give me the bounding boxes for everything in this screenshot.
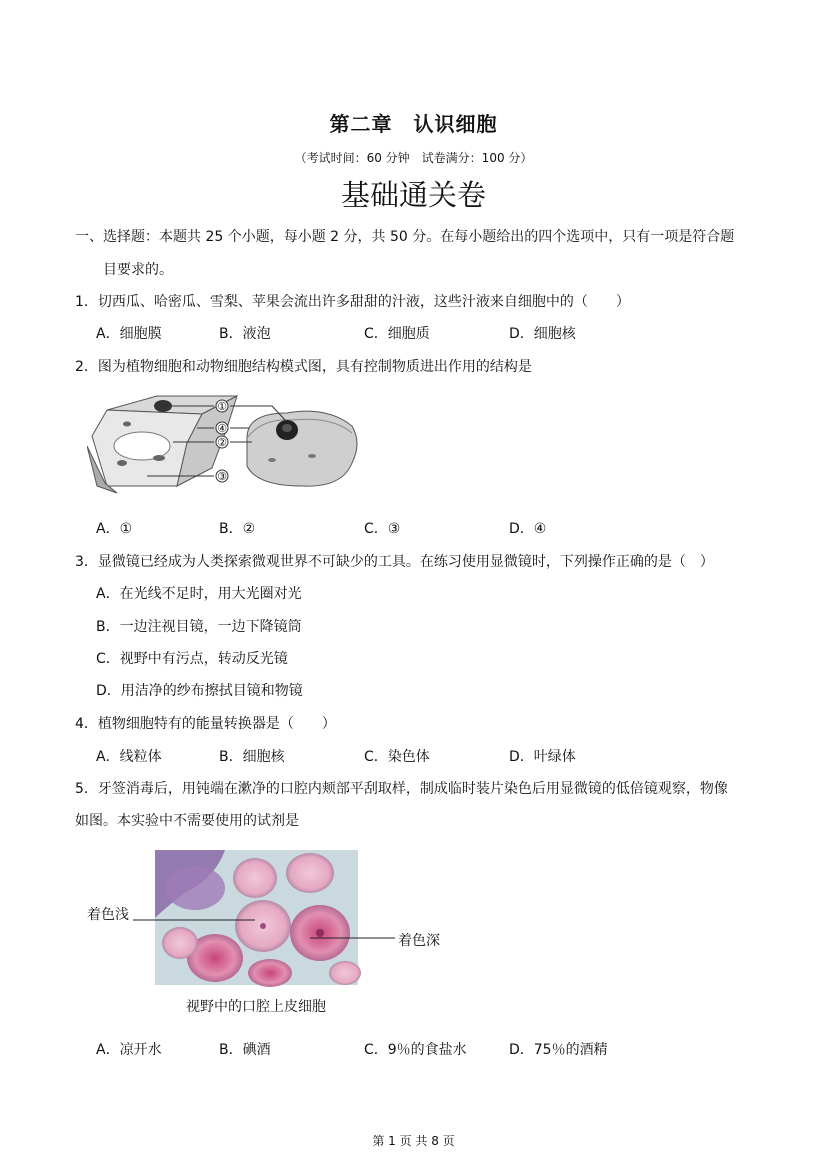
q2-option-c[interactable]: C．③ [364, 521, 401, 537]
label-4: ④ [217, 422, 227, 435]
section-heading-cont: 目要求的。 [103, 262, 173, 278]
q1-option-c[interactable]: C．细胞质 [364, 326, 430, 342]
q1-option-b[interactable]: B．液泡 [219, 326, 271, 342]
q4-option-a[interactable]: A．线粒体 [96, 749, 162, 765]
page-footer: 第 1 页 共 8 页 [372, 1134, 455, 1148]
q4-option-c[interactable]: C．染色体 [364, 749, 430, 765]
q3-option-d[interactable]: D．用洁净的纱布擦拭目镜和物镜 [96, 683, 303, 699]
label-light-stained: 着色浅 [87, 907, 129, 923]
figure-caption: 视野中的口腔上皮细胞 [186, 999, 326, 1015]
q2-option-d[interactable]: D．④ [509, 521, 547, 537]
label-3: ③ [217, 470, 227, 483]
q4-option-b[interactable]: B．细胞核 [219, 749, 285, 765]
exam-info: （考试时间：60 分钟 试卷满分：100 分） [294, 151, 533, 165]
q2-option-a[interactable]: A．① [96, 521, 133, 537]
chapter-title: 第二章 认识细胞 [329, 112, 498, 136]
question-4-stem: 4．植物细胞特有的能量转换器是（ ） [75, 716, 336, 732]
label-2: ② [217, 436, 227, 449]
question-2-stem: 2．图为植物细胞和动物细胞结构模式图，具有控制物质进出作用的结构是 [75, 359, 532, 375]
q5-option-d[interactable]: D．75％的酒精 [509, 1042, 608, 1058]
plant-cell-illustration [87, 396, 237, 493]
label-1: ① [217, 400, 227, 413]
cell-structure-diagram [87, 388, 362, 496]
q1-option-d[interactable]: D．细胞核 [509, 326, 576, 342]
q4-option-d[interactable]: D．叶绿体 [509, 749, 576, 765]
section-heading: 一、选择题：本题共 25 个小题，每小题 2 分，共 50 分。在每小题给出的四个选项中，只有一项是符合题 [75, 229, 735, 245]
question-1-stem: 1．切西瓜、哈密瓜、雪梨、苹果会流出许多甜甜的汁液，这些汁液来自细胞中的（ ） [75, 294, 630, 310]
question-5-stem-cont: 如图。本实验中不需要使用的试剂是 [75, 813, 299, 829]
q5-option-a[interactable]: A．凉开水 [96, 1042, 162, 1058]
q3-option-b[interactable]: B．一边注视目镜，一边下降镜筒 [96, 619, 302, 635]
q1-option-a[interactable]: A．细胞膜 [96, 326, 162, 342]
q5-option-c[interactable]: C．9％的食盐水 [364, 1042, 467, 1058]
q3-option-a[interactable]: A．在光线不足时，用大光圈对光 [96, 586, 302, 602]
exam-title: 基础通关卷 [340, 178, 486, 212]
question-3-stem: 3．显微镜已经成为人类探索微观世界不可缺少的工具。在练习使用显微镜时，下列操作正确的是（ ） [75, 554, 714, 570]
label-dark-stained: 着色深 [398, 933, 440, 949]
animal-cell-illustration [247, 411, 357, 486]
q5-option-b[interactable]: B．碘酒 [219, 1042, 271, 1058]
question-5-stem: 5．牙签消毒后，用钝端在漱净的口腔内颊部平刮取样，制成临时装片染色后用显微镜的低倍镜观察，物像 [75, 781, 728, 797]
q2-option-b[interactable]: B．② [219, 521, 256, 537]
q3-option-c[interactable]: C．视野中有污点，转动反光镜 [96, 651, 288, 667]
